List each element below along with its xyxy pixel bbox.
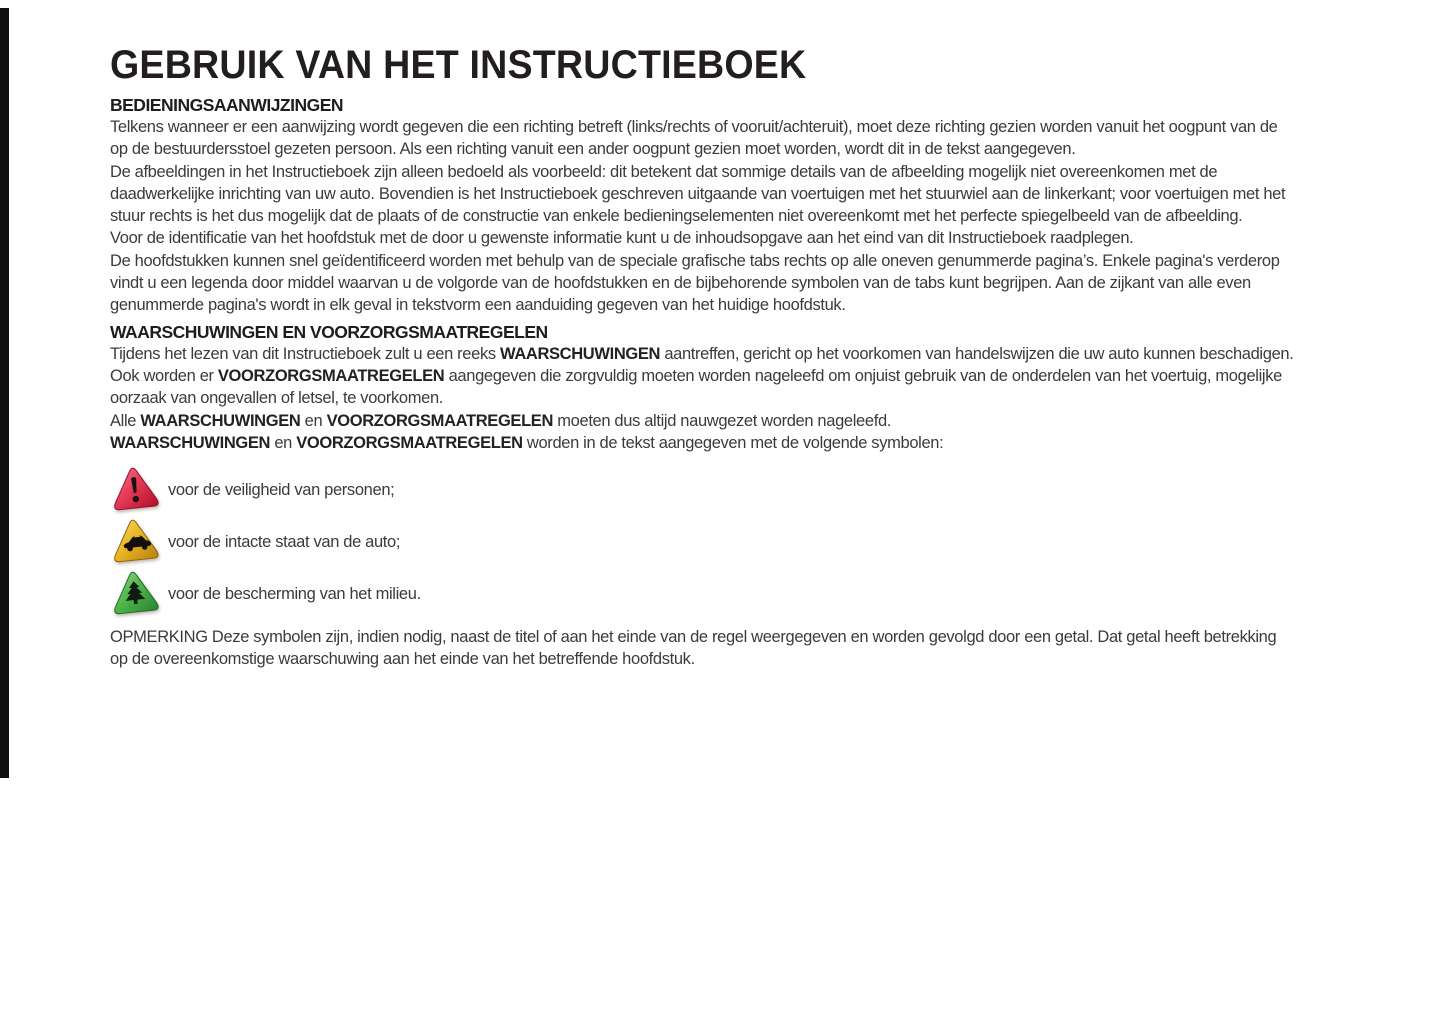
note-paragraph: OPMERKING Deze symbolen zijn, indien nodig, naast de titel of aan het einde van de regel weergegeven en worden gevolgd door een getal. Dat getal heeft betrekking op de overeenkomstige waarschuwing aan het einde van het betreffende hoofdstuk. — [110, 628, 1277, 669]
paragraph: Ook worden er VOORZORGSMAATREGELEN aangegeven die zorgvuldig moeten worden nageleefd om onjuist gebruik van de onderdelen van het voertuig, mogelijke oorzaak van ongevallen of letsel, te voorkomen. — [110, 366, 1282, 408]
paragraph: De afbeeldingen in het Instructieboek zijn alleen bedoeld als voorbeeld: dit betekent dat sommige details van de afbeelding mogelijk niet overeenkomen met de daadwerkelijke inrichting van uw auto. Bovendien is het Instructieboek geschreven uitgaande van voertuigen met het stuurwiel aan de linkerkant; voor voertuigen met het stuur rechts is het dus mogelijk dat de plaats of de constructie van enkele bedieningselementen niet overeenkomt met het perfecte spiegelbeeld van de afbeelding. — [110, 162, 1286, 226]
paragraph: Telkens wanneer er een aanwijzing wordt gegeven die een richting betreft (links/rechts of vooruit/achteruit), moet deze richting gezien worden vanuit het oogpunt van de op de bestuurdersstoel gezeten persoon. Als een richting vanuit een ander oogpunt gezien moet worden, wordt dit in de tekst aangegeven. — [110, 118, 1278, 159]
page-edge-bar — [0, 8, 9, 778]
environment-warning-triangle-icon — [110, 570, 160, 617]
symbol-label: voor de bescherming van het milieu. — [168, 584, 421, 603]
page-content — [110, 44, 1294, 671]
paragraph: De hoofdstukken kunnen snel geïdentificeerd worden met behulp van de speciale grafische tabs rechts op alle oneven genummerde pagina’s. Enkele pagina's verderop vindt u een legenda door middel waarvan u de volgorde van de hoofdstukken en de bijbehorende symbolen van de tabs kunt begrijpen. Aan de zijkant van alle even genummerde pagina's wordt in elk geval in tekstvorm een aanduiding gegeven van het huidige hoofdstuk. — [110, 251, 1280, 315]
safety-warning-triangle-icon — [110, 466, 160, 513]
paragraph: Alle WAARSCHUWINGEN en VOORZORGSMAATREGELEN moeten dus altijd nauwgezet worden nageleefd. — [110, 411, 892, 430]
symbol-row-environment — [110, 570, 1294, 617]
page-title: GEBRUIK VAN HET INSTRUCTIEBOEK — [110, 43, 807, 87]
paragraph: Tijdens het lezen van dit Instructieboek zult u een reeks WAARSCHUWINGEN aantreffen, gericht op het voorkomen van handelswijzen die uw auto kunnen beschadigen. — [110, 344, 1294, 363]
symbol-row-safety — [110, 466, 1294, 513]
paragraph: Voor de identificatie van het hoofdstuk met de door u gewenste informatie kunt u de inhoudsopgave aan het eind van dit Instructieboek raadplegen. — [110, 229, 1134, 248]
symbol-label: voor de veiligheid van personen; — [168, 480, 395, 499]
section-bedieningsaanwijzingen-body — [110, 116, 1294, 317]
warning-symbols-list — [110, 466, 1294, 617]
section-heading-bedieningsaanwijzingen: BEDIENINGSAANWIJZINGEN — [110, 95, 344, 115]
section-heading-waarschuwingen: WAARSCHUWINGEN EN VOORZORGSMAATREGELEN — [110, 321, 548, 342]
paragraph: WAARSCHUWINGEN en VOORZORGSMAATREGELEN worden in de tekst aangegeven met de volgende symbolen: — [110, 433, 944, 452]
section-waarschuwingen-body — [110, 343, 1294, 454]
symbol-row-car — [110, 518, 1294, 565]
symbol-label: voor de intacte staat van de auto; — [168, 532, 401, 551]
car-warning-triangle-icon — [110, 518, 160, 565]
